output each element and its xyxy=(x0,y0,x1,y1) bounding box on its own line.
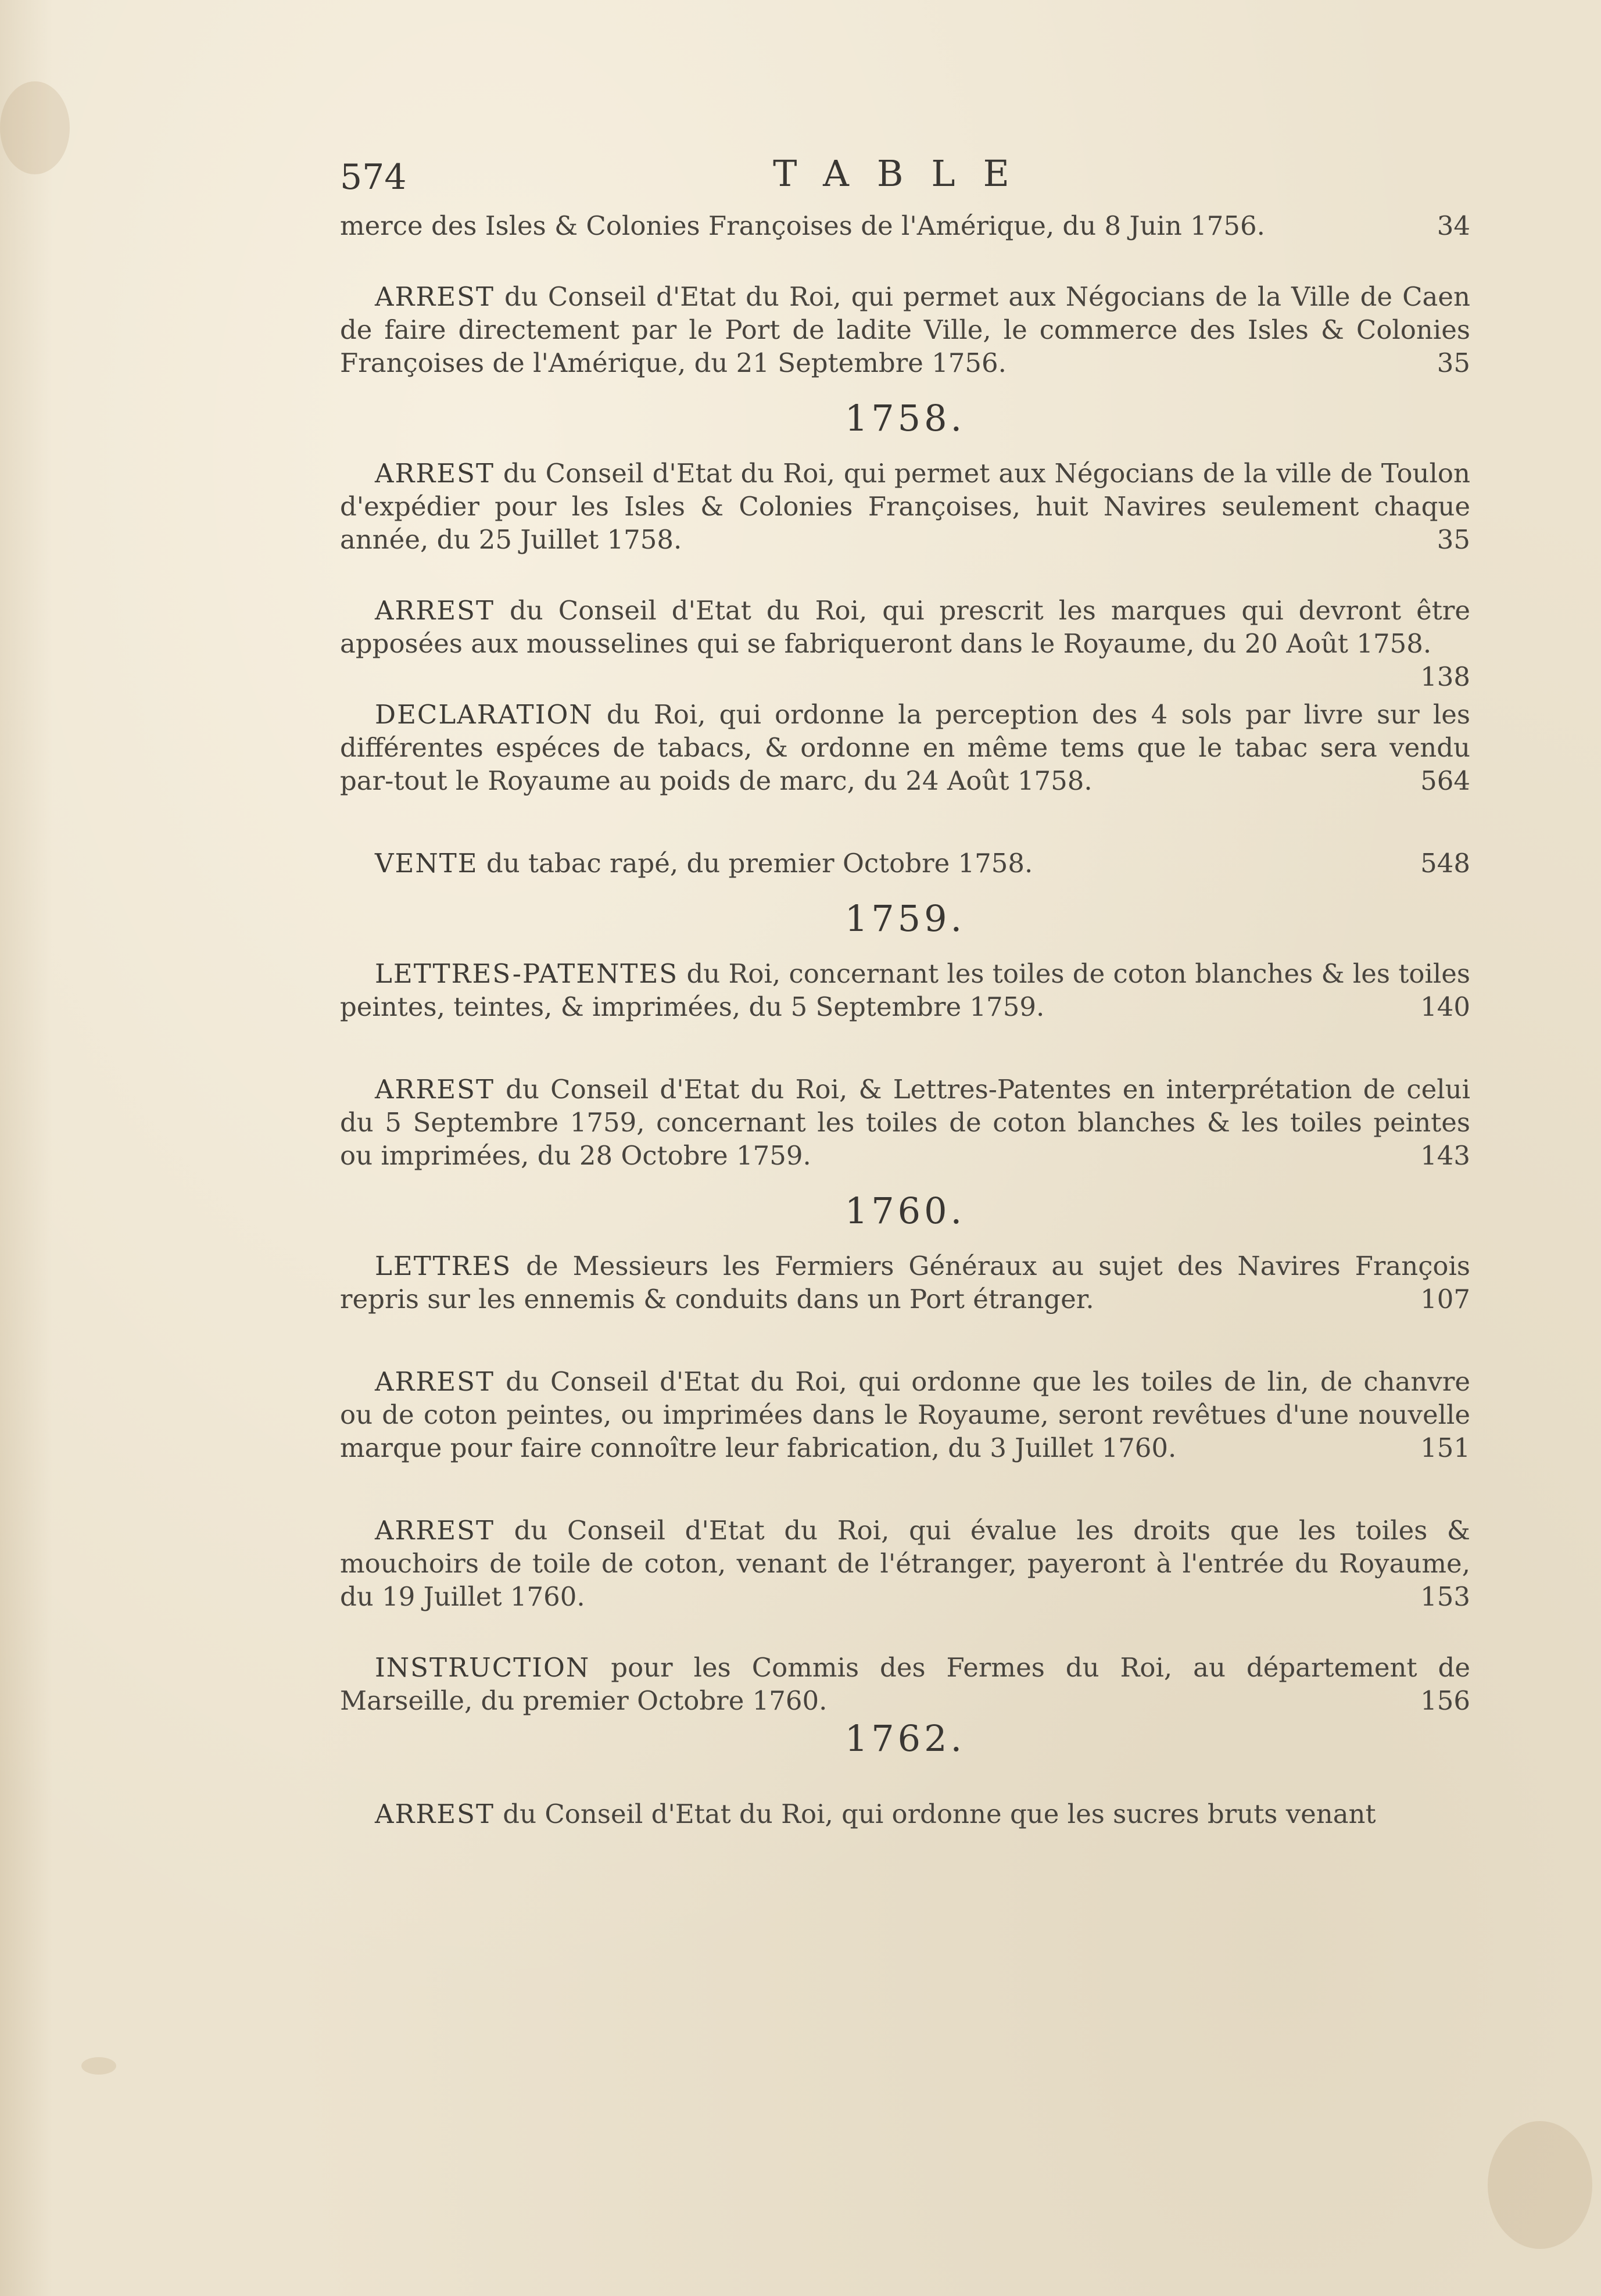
spacer xyxy=(340,1760,1470,1797)
toc-entry xyxy=(340,209,1470,242)
entry-text: pour les Commis des Fermes du Roi, au département de Marseille, du premier Octobre 1760. xyxy=(340,1652,1470,1716)
spacer xyxy=(340,242,1470,280)
entry-lead: ARREST xyxy=(375,1799,495,1829)
paper-stain xyxy=(1488,2121,1592,2249)
toc-entry xyxy=(340,1797,1470,1831)
entry-lead: ARREST xyxy=(375,1074,495,1105)
entry-page-ref: 34 xyxy=(1437,210,1470,241)
year-heading: 1758. xyxy=(844,397,966,439)
entry-lead: ARREST xyxy=(375,595,495,626)
entry-text: du Roi, concernant les toiles de coton blanches & les toiles peintes, teintes, & imprimées, du 5 Septembre 1759. xyxy=(340,958,1471,1022)
entry-lead: VENTE xyxy=(375,848,478,879)
entry-lead: LETTRES-PATENTES xyxy=(375,958,679,989)
spacer xyxy=(340,1023,1470,1073)
entry-text: de Messieurs les Fermiers Généraux au sujet des Navires François repris sur les ennemis & conduits dans un Port étranger. xyxy=(340,1251,1470,1314)
year-heading: 1760. xyxy=(844,1190,966,1232)
entry-text: du Conseil d'Etat du Roi, qui prescrit les marques qui devront être apposées aux mousselines qui se fabriqueront dans le Royaume, du 20 Août 1758. xyxy=(340,595,1470,659)
toc-entry xyxy=(340,280,1470,379)
entry-lead: INSTRUCTION xyxy=(375,1652,590,1683)
entry-text: du Conseil d'Etat du Roi, qui ordonne que les sucres bruts venant xyxy=(503,1799,1376,1829)
entry-text: du Conseil d'Etat du Roi, qui permet aux Négocians de la ville de Toulon d'expédier pour les Isles & Colonies Françoises, huit Navires seulement chaque année, du 25 Juillet 1758. xyxy=(340,458,1470,555)
entry-page-ref: 153 xyxy=(1420,1581,1470,1612)
entry-text: du tabac rapé, du premier Octobre 1758. xyxy=(486,848,1033,879)
entry-page-ref: 140 xyxy=(1420,991,1470,1022)
spacer xyxy=(340,660,1470,698)
entry-text: du Conseil d'Etat du Roi, qui ordonne que les toiles de lin, de chanvre ou de coton peintes, ou imprimées dans le Royaume, seront revêtues d'une nouvelle marque pour faire connoître leur fabrication, du 3 Juillet 1760. xyxy=(340,1366,1470,1463)
toc-entry xyxy=(340,594,1470,692)
running-title: TABLE xyxy=(773,152,1037,195)
spacer xyxy=(340,1172,1470,1190)
entry-text: du Conseil d'Etat du Roi, qui évalue les droits que les toiles & mouchoirs de toile de coton, venant de l'étranger, payeront à l'entrée du Royaume, du 19 Juillet 1760. xyxy=(340,1515,1470,1612)
spacer xyxy=(340,940,1470,957)
toc-entry xyxy=(340,1514,1470,1613)
entry-page-ref: 151 xyxy=(1420,1432,1470,1463)
entry-page-ref: 138 xyxy=(1420,661,1470,692)
entry-lead: DECLARATION xyxy=(375,699,593,730)
entry-text: du Conseil d'Etat du Roi, & Lettres-Patentes en interprétation de celui du 5 Septembre 1759, concernant les toiles de coton blanches & les toiles peintes ou imprimées, du 28 Octobre 1759. xyxy=(340,1074,1470,1171)
entry-lead: ARREST xyxy=(375,281,495,312)
year-heading: 1759. xyxy=(844,897,966,940)
entry-page-ref: 548 xyxy=(1420,848,1470,879)
entry-text: du Roi, qui ordonne la perception des 4 sols par livre sur les différentes espéces de tabacs, & ordonne en même tems que le tabac sera vendu par-tout le Royaume au poids de marc, du 24 Août 1758. xyxy=(340,699,1470,796)
spacer xyxy=(340,1613,1470,1651)
entry-lead: ARREST xyxy=(375,1515,495,1546)
toc-entry xyxy=(340,957,1470,1023)
toc-entry xyxy=(340,1249,1470,1316)
table-of-contents xyxy=(340,209,1470,1831)
entry-text: merce des Isles & Colonies Françoises de l'Amérique, du 8 Juin 1756. xyxy=(340,210,1265,241)
entry-lead: LETTRES xyxy=(375,1251,512,1281)
spacer xyxy=(340,1464,1470,1514)
entry-page-ref: 107 xyxy=(1420,1284,1470,1314)
toc-entry xyxy=(340,1365,1470,1464)
spacer xyxy=(340,1232,1470,1249)
page-number: 574 xyxy=(340,157,407,198)
entry-page-ref: 35 xyxy=(1437,348,1470,378)
year-heading: 1762. xyxy=(844,1717,966,1760)
paper-stain xyxy=(0,81,70,174)
toc-entry xyxy=(340,698,1470,797)
spacer xyxy=(340,556,1470,594)
toc-entry xyxy=(340,1651,1470,1717)
spacer xyxy=(340,880,1470,897)
entry-page-ref: 143 xyxy=(1420,1140,1470,1171)
spacer xyxy=(340,797,1470,847)
spacer xyxy=(340,379,1470,397)
entry-lead: ARREST xyxy=(375,1366,495,1397)
toc-entry xyxy=(340,457,1470,556)
entry-lead: ARREST xyxy=(375,458,495,489)
spacer xyxy=(340,439,1470,457)
entry-page-ref: 564 xyxy=(1420,765,1470,796)
page-header xyxy=(340,145,1470,203)
spacer xyxy=(340,1316,1470,1365)
entry-page-ref: 35 xyxy=(1437,524,1470,555)
toc-entry xyxy=(340,1073,1470,1172)
paper-stain xyxy=(81,2057,116,2075)
entry-text: du Conseil d'Etat du Roi, qui permet aux Négocians de la Ville de Caen de faire directement par le Port de ladite Ville, le commerce des Isles & Colonies Françoises de l'Amérique, du 21 Septembre 1756. xyxy=(340,281,1470,378)
toc-entry xyxy=(340,847,1470,880)
entry-page-ref: 156 xyxy=(1420,1685,1470,1716)
